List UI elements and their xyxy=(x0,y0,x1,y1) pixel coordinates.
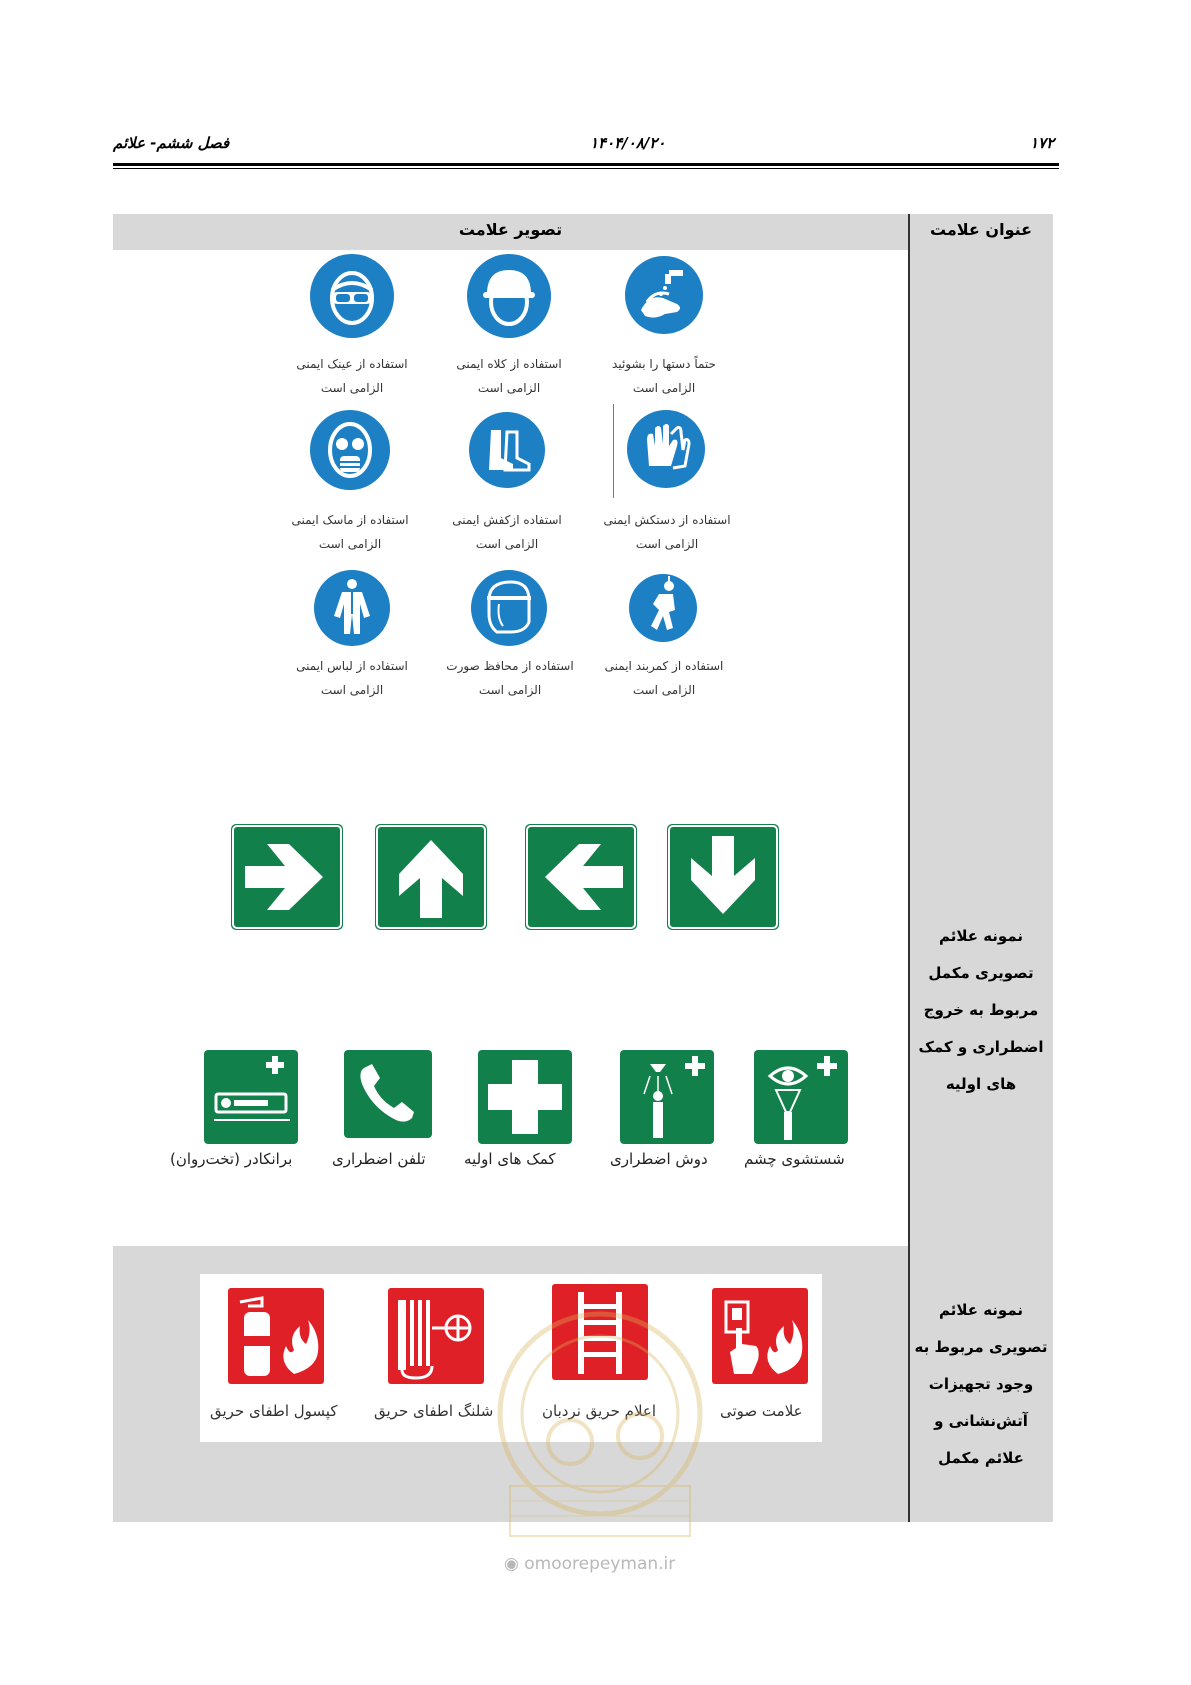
row2-title-line: وجود تجهیزات xyxy=(928,1375,1034,1393)
sign-caption-line: استفاده از کمربند ایمنی xyxy=(604,659,724,673)
row1-title xyxy=(909,918,1053,1103)
row2-title-line: آتش‌نشانی و xyxy=(934,1412,1028,1430)
sign-caption xyxy=(275,508,425,556)
sign-caption-line: استفاده از محافظ صورت xyxy=(446,659,574,673)
row1-title-line: اضطراری و کمک xyxy=(918,1038,1044,1056)
sign-caption xyxy=(277,352,427,400)
row2-title-line: تصویری مربوط به xyxy=(914,1338,1048,1356)
sign-caption xyxy=(589,654,739,702)
gloves-icon xyxy=(627,410,705,488)
goggles-icon xyxy=(310,254,394,338)
mandatory-signs-panel xyxy=(281,252,741,710)
sign-caption-line: استفاده از عینک ایمنی xyxy=(296,357,408,371)
sign-caption-line: الزامی است xyxy=(635,537,699,551)
sign-caption-line: الزامی است xyxy=(320,381,384,395)
sign-caption-line: الزامی است xyxy=(632,381,696,395)
sign-label: دوش اضطراری xyxy=(610,1150,708,1168)
sign-caption-line: حتماً دستها را بشوئید xyxy=(612,357,716,371)
safety-boots-icon xyxy=(469,412,545,488)
sign-label: علامت صوتی xyxy=(720,1402,803,1420)
face-shield-icon xyxy=(471,570,547,646)
sign-label: شلنگ اطفای حریق xyxy=(374,1402,494,1420)
row1-title-line: مربوط به خروج xyxy=(923,1001,1039,1019)
sign-caption xyxy=(434,352,584,400)
arrow-up-icon xyxy=(375,824,487,930)
fire-extinguisher-icon xyxy=(228,1288,324,1384)
watermark-url xyxy=(504,1554,675,1574)
watermark-url-text: omoorepeyman.ir xyxy=(524,1554,676,1574)
sign-caption-line: الزامی است xyxy=(478,683,542,697)
sign-caption-line: استفاده از لباس ایمنی xyxy=(296,659,408,673)
safety-harness-icon xyxy=(629,574,697,642)
row1-title-line: نمونه علائم xyxy=(938,927,1024,945)
sign-label: تلفن اضطراری xyxy=(332,1150,426,1168)
sign-caption-line: استفاده از کلاه ایمنی xyxy=(456,357,562,371)
row2-title xyxy=(909,1292,1053,1477)
sign-caption xyxy=(435,654,585,702)
arrow-left-icon xyxy=(525,824,637,930)
sign-caption-line: الزامی است xyxy=(318,537,382,551)
column-header-title: عنوان علامت xyxy=(929,220,1033,239)
header-date: ۱۴۰۴/۰۸/۲۰ xyxy=(590,134,666,152)
stretcher-icon xyxy=(204,1050,298,1144)
wash-hands-icon xyxy=(625,256,703,334)
sign-caption-line: الزامی است xyxy=(475,537,539,551)
watermark-icon: ◉ xyxy=(504,1554,519,1574)
header-rule-thick xyxy=(113,163,1059,166)
protective-suit-icon xyxy=(314,570,390,646)
fire-equipment-panel xyxy=(200,1274,822,1442)
sign-caption xyxy=(432,508,582,556)
exit-arrows-panel xyxy=(217,808,803,954)
sign-caption-line: استفاده از ماسک ایمنی xyxy=(291,513,409,527)
row1-title-line: تصویری مکمل xyxy=(928,964,1034,982)
sign-caption xyxy=(589,352,739,400)
gas-mask-icon xyxy=(310,410,390,490)
row2-title-line: نمونه علائم xyxy=(938,1301,1024,1319)
divider-line xyxy=(613,404,614,498)
row2-title-line: علائم مکمل xyxy=(938,1449,1024,1467)
helmet-icon xyxy=(467,254,551,338)
row1-title-line: های اولیه xyxy=(945,1075,1017,1093)
emergency-shower-icon xyxy=(620,1050,714,1144)
page-number: ۱۷۲ xyxy=(1030,134,1055,152)
sign-caption-line: استفاده ازکفش ایمنی xyxy=(452,513,562,527)
emergency-phone-icon xyxy=(344,1050,432,1138)
sign-caption xyxy=(277,654,427,702)
sign-label: شستشوی چشم xyxy=(744,1150,845,1168)
sign-caption-line: الزامی است xyxy=(477,381,541,395)
fire-ladder-icon xyxy=(552,1284,648,1380)
sign-label: کمک های اولیه xyxy=(464,1150,556,1168)
eye-wash-icon xyxy=(754,1050,848,1144)
sign-label: برانکادر (تخت‌روان) xyxy=(170,1150,293,1168)
sign-caption xyxy=(592,508,742,556)
sign-caption-line: استفاده از دستکش ایمنی xyxy=(603,513,731,527)
chapter-title: فصل ششم- علائم xyxy=(113,134,230,152)
sign-label: اعلام حریق نردبان xyxy=(542,1402,657,1420)
first-aid-cross-icon xyxy=(478,1050,572,1144)
first-aid-panel xyxy=(164,1044,858,1190)
fire-hose-icon xyxy=(388,1288,484,1384)
arrow-down-icon xyxy=(667,824,779,930)
arrow-right-icon xyxy=(231,824,343,930)
sign-caption-line: الزامی است xyxy=(632,683,696,697)
sign-label: کپسول اطفای حریق xyxy=(210,1402,338,1420)
fire-alarm-icon xyxy=(712,1288,808,1384)
column-header-image: تصویر علامت xyxy=(458,220,563,239)
header-rule-thin xyxy=(113,168,1059,169)
sign-caption-line: الزامی است xyxy=(320,683,384,697)
